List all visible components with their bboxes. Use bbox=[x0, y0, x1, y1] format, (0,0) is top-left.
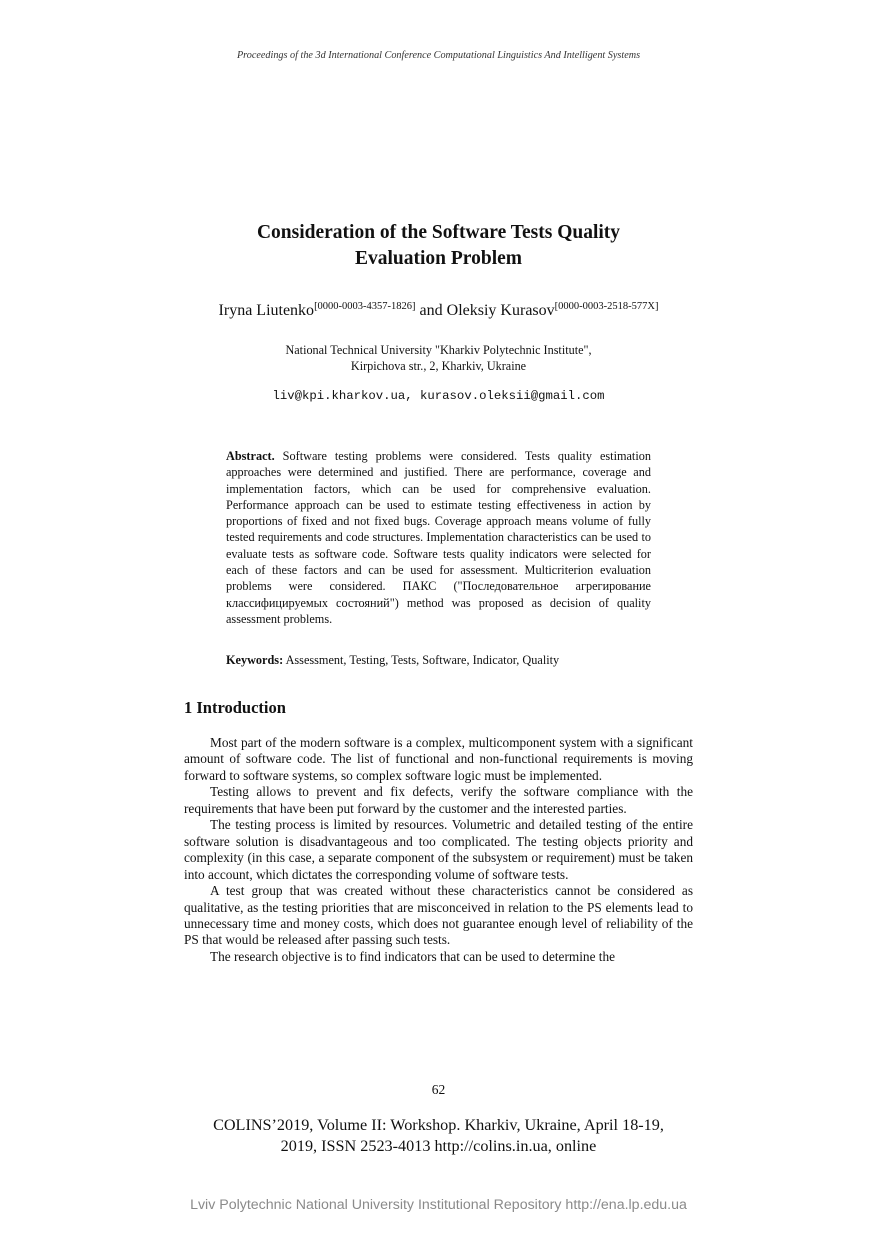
abstract-label: Abstract. bbox=[226, 449, 275, 463]
keywords-text: Assessment, Testing, Tests, Software, Indicator, Quality bbox=[285, 653, 560, 667]
author-1-name: Iryna Liutenko bbox=[218, 302, 315, 319]
paper-title bbox=[0, 220, 877, 272]
authors-conjunction: and bbox=[415, 302, 447, 319]
paragraph: Most part of the modern software is a complex, multicomponent system with a significant amount of software code. The list of functional and non-functional requirements is moving forward to software systems, so complex software logic must be implemented. bbox=[184, 735, 693, 783]
footer-line-2: 2019, ISSN 2523-4013 http://colins.in.ua, online bbox=[280, 1137, 597, 1155]
affiliation-line-1: National Technical University "Kharkiv Polytechnic Institute", bbox=[285, 343, 592, 357]
conference-footer bbox=[0, 1115, 877, 1157]
keywords-label: Keywords: bbox=[226, 653, 284, 667]
paragraph: A test group that was created without these characteristics cannot be considered as qualitative, as the testing priorities that are misconceived in relation to the PS elements lead to unnecessary time and money costs, which does not guarantee enough level of reliability of the PS that would be released after passing such tests. bbox=[184, 883, 693, 948]
repository-watermark: Lviv Polytechnic National University Institutional Repository http://ena.lp.edu.ua bbox=[190, 1197, 687, 1213]
authors bbox=[0, 301, 877, 320]
paragraph: Testing allows to prevent and fix defects, verify the software compliance with the requirements that have been put forward by the customer and the interested parties. bbox=[184, 784, 693, 816]
section-heading: 1 Introduction bbox=[184, 698, 286, 717]
abstract bbox=[226, 448, 651, 627]
page-number: 62 bbox=[431, 1082, 446, 1097]
keywords bbox=[226, 653, 651, 668]
affiliation-line-2: Kirpichova str., 2, Kharkiv, Ukraine bbox=[350, 359, 527, 373]
introduction-body bbox=[184, 735, 693, 965]
author-emails: liv@kpi.kharkov.ua, kurasov.oleksii@gmail.com bbox=[272, 389, 605, 403]
abstract-text: Software testing problems were considered. Tests quality estimation approaches were determined and justified. There are performance, coverage and implementation factors, which can be used for comprehensive evaluation. Performance approach can be used to estimate testing effectiveness in action by proportions of fixed and not fixed bugs. Coverage approach means volume of fully tested requirements and code structures. Implementation characteristics can be used to evaluate tests as software code. Software tests quality indicators were selected for each of these factors and can be used for assessment. Multicriterion evaluation problems were considered. ПАКС ("Последовательное агрегирование классифицируемых состояний") method was proposed as decision of quality assessment problems. bbox=[226, 449, 651, 626]
title-line-2: Evaluation Problem bbox=[354, 248, 523, 269]
author-2-name: Oleksiy Kurasov bbox=[446, 302, 555, 319]
author-1-orcid: [0000-0003-4357-1826] bbox=[314, 301, 416, 312]
paragraph: The testing process is limited by resources. Volumetric and detailed testing of the entire software solution is disadvantageous and too complicated. The testing objects priority and complexity (in this case, a separate component of the subsystem or requirement) must be taken into account, which dictates the corresponding volume of software tests. bbox=[184, 817, 693, 882]
paragraph: The research objective is to find indicators that can be used to determine the bbox=[210, 948, 616, 964]
footer-line-1: COLINS’2019, Volume II: Workshop. Kharkiv, Ukraine, April 18-19, bbox=[213, 1116, 664, 1134]
title-line-1: Consideration of the Software Tests Quality bbox=[256, 222, 621, 243]
author-2-orcid: [0000-0003-2518-577X] bbox=[554, 301, 659, 312]
affiliation bbox=[0, 342, 877, 374]
running-header: Proceedings of the 3d International Conference Computational Linguistics And Intelligent Systems bbox=[236, 50, 641, 61]
